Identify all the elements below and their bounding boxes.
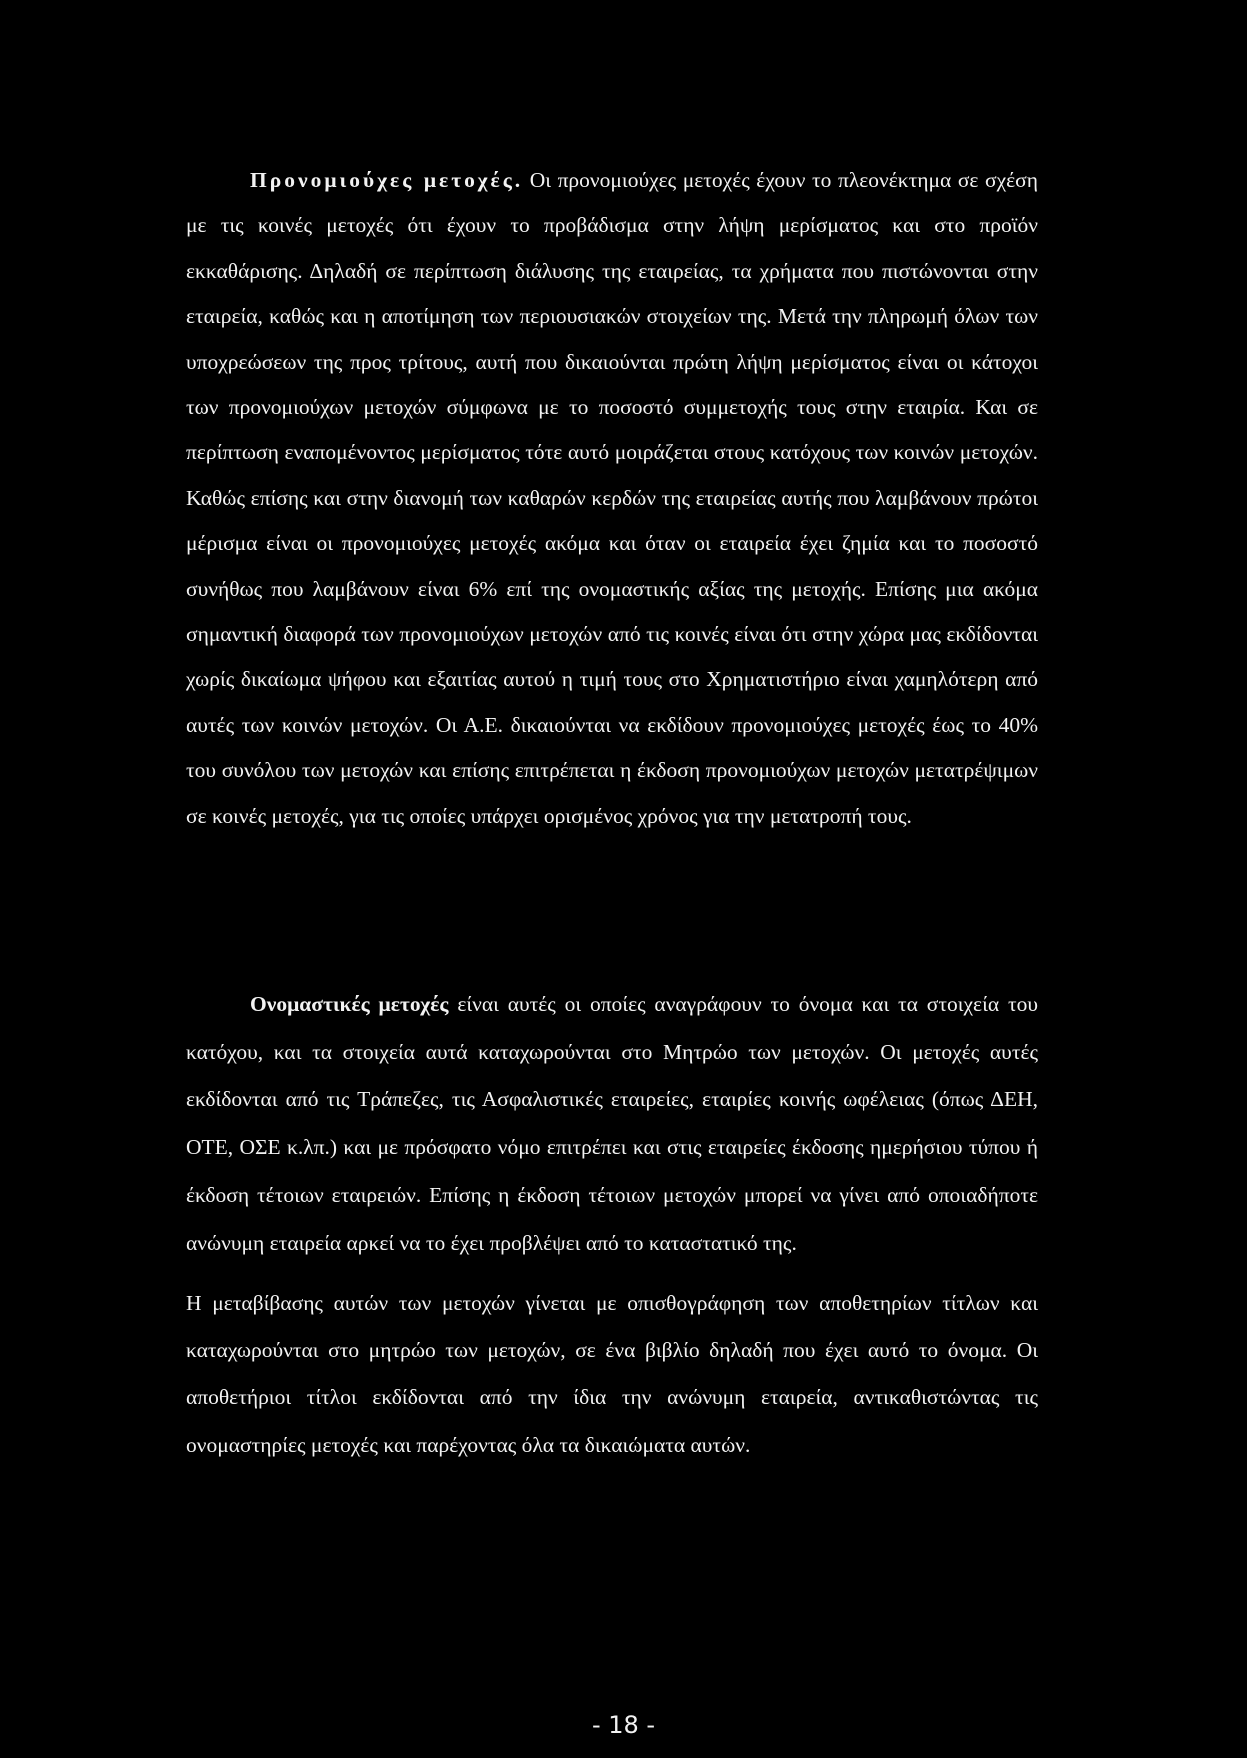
paragraph-registered-shares-body: είναι αυτές οι οποίες αναγράφουν το όνομα και τα στοιχεία του κατόχου, και τα στοιχεία αυτά καταχωρούνται στο Μητρώο των μετοχών. Οι μετοχές αυτές εκδίδονται από τις Τράπεζες, τις Ασφαλιστικές εταιρείες, εταιρίες κοινής ωφέλειας (όπως ΔΕΗ, ΟΤΕ, ΟΣΕ κ.λπ.) και με πρόσφατο νόμο επιτρέπει και στις εταιρείες έκδοσης ημερήσιου τύπου ή έκδοση τέτοιων εταιρειών. Επίσης η έκδοση τέτοιων μετοχών μπορεί να γίνει από οποιαδήποτε ανώνυμη εταιρεία αρκεί να το έχει προβλέψει από το καταστατικό της.: [186, 992, 1038, 1255]
page-number: - 18 -: [591, 1711, 656, 1739]
paragraph-transfer-body: Η μεταβίβασης αυτών των μετοχών γίνεται με οπισθογράφηση των αποθετηρίων τίτλων και καταχωρούνται στο μητρώο των μετοχών, σε ένα βιβλίο δηλαδή που έχει αυτό το όνομα. Οι αποθετήριοι τίτλοι εκδίδονται από την ίδια την ανώνυμη εταιρεία, αντικαθιστώντας τις ονομαστηρίες μετοχές και παρέχοντας όλα τα δικαιώματα αυτών.: [186, 1291, 1038, 1457]
paragraph-transfer: [186, 1280, 1038, 1469]
paragraph-preferred-shares-body: Οι προνομιούχες μετοχές έχουν το πλεονέκτημα σε σχέση με τις κοινές μετοχές ότι έχουν το προβάδισμα στην λήψη μερίσματος και στο προϊόν εκκαθάρισης. Δηλαδή σε περίπτωση διάλυσης της εταιρείας, τα χρήματα που πιστώνονται στην εταιρεία, καθώς και η αποτίμηση των περιουσιακών στοιχείων της. Μετά την πληρωμή όλων των υποχρεώσεων της προς τρίτους, αυτή που δικαιούνται πρώτη λήψη μερίσματος είναι οι κάτοχοι των προνομιούχων μετοχών σύμφωνα με το ποσοστό συμμετοχής τους στην εταιρία. Και σε περίπτωση εναπομένοντος μερίσματος τότε αυτό μοιράζεται στους κατόχους των κοινών μετοχών. Καθώς επίσης και στην διανομή των καθαρών κερδών της εταιρείας αυτής που λαμβάνουν πρώτοι μέρισμα είναι οι προνομιούχες μετοχές ακόμα και όταν οι εταιρεία έχει ζημία και το ποσοστό συνήθως που λαμβάνουν είναι 6% επί της ονομαστικής αξίας της μετοχής. Επίσης μια ακόμα σημαντική διαφορά των προνομιούχων μετοχών από τις κοινές είναι ότι στην χώρα μας εκδίδονται χωρίς δικαίωμα ψήφου και εξαιτίας αυτού η τιμή τους στο Χρηματιστήριο είναι χαμηλότερη από αυτές των κοινών μετοχών. Οι Α.Ε. δικαιούνται να εκδίδουν προνομιούχες μετοχές έως το 40% του συνόλου των μετοχών και επίσης επιτρέπεται η έκδοση προνομιούχων μετοχών μετατρέψιμων σε κοινές μετοχές, για τις οποίες υπάρχει ορισμένος χρόνος για την μετατροπή τους.: [186, 168, 1038, 828]
paragraph-registered-shares: [186, 981, 1038, 1267]
paragraph-preferred-shares: [186, 158, 1038, 839]
heading-preferred-shares: Προνομιούχες μετοχές.: [250, 168, 524, 192]
heading-registered-shares: Ονομαστικές μετοχές: [250, 992, 449, 1016]
